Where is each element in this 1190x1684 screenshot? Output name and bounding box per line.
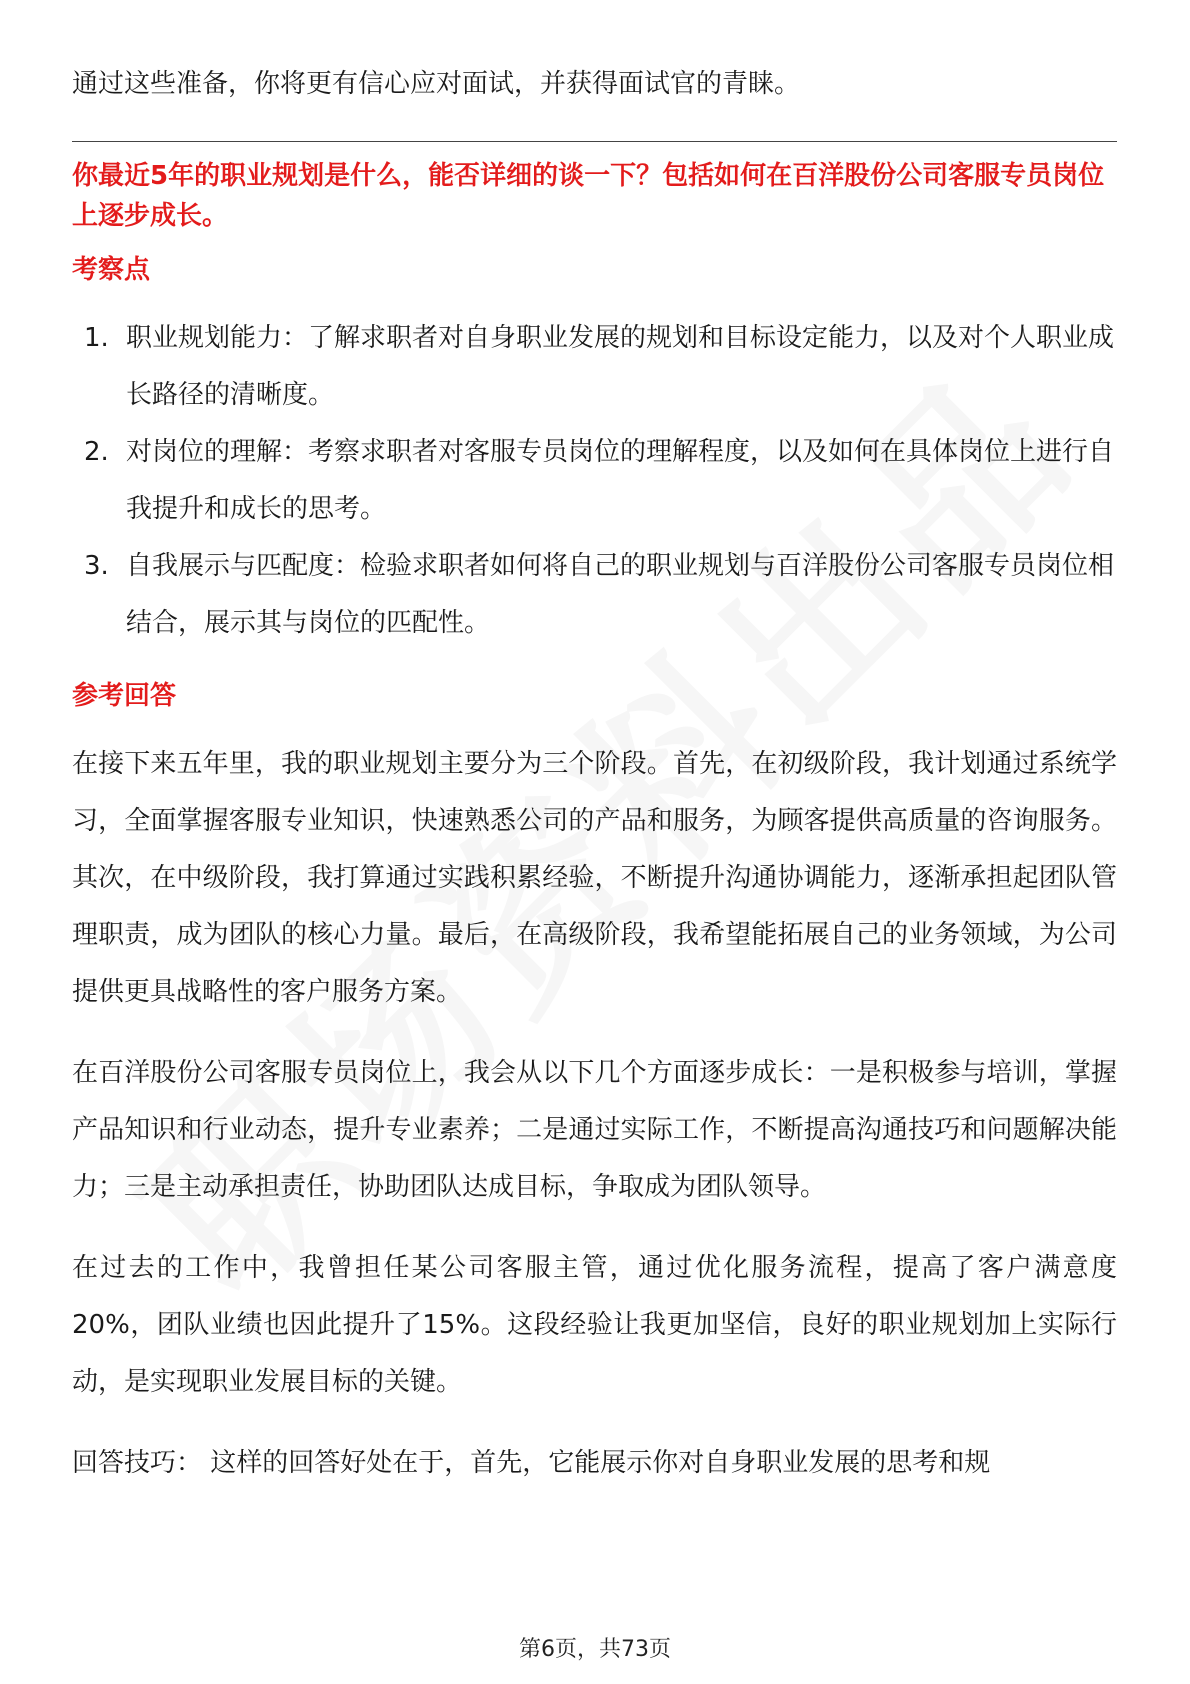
section-divider xyxy=(72,141,1117,142)
item-text: 对岗位的理解：考察求职者对客服专员岗位的理解程度，以及如何在具体岗位上进行自我提升和成长的思考。 xyxy=(126,437,1115,524)
answer-paragraph: 在接下来五年里，我的职业规划主要分为三个阶段。首先，在初级阶段，我计划通过系统学习，全面掌握客服专业知识，快速熟悉公司的产品和服务，为顾客提供高质量的咨询服务。其次，在中级阶段，我打算通过实践积累经验，不断提升沟通协调能力，逐渐承担起团队管理职责，成为团队的核心力量。最后，在高级阶段，我希望能拓展自己的业务领域，为公司提供更具战略性的客户服务方案。 xyxy=(72,749,1117,1007)
answer-paragraph: 在百洋股份公司客服专员岗位上，我会从以下几个方面逐步成长：一是积极参与培训，掌握产品知识和行业动态，提升专业素养；二是通过实际工作，不断提高沟通技巧和问题解决能力；三是主动承担责任，协助团队达成目标，争取成为团队领导。 xyxy=(72,1058,1117,1202)
assessment-list xyxy=(72,310,1117,652)
answer-paragraph: 在过去的工作中，我曾担任某公司客服主管，通过优化服务流程，提高了客户满意度20%，团队业绩也因此提升了15%。这段经验让我更加坚信，良好的职业规划加上实际行动，是实现职业发展目标的关键。 xyxy=(72,1253,1117,1397)
page-content xyxy=(72,56,1117,1516)
assessment-heading: 考察点 xyxy=(72,255,151,285)
page-number: 第6页，共73页 xyxy=(519,1637,671,1662)
question-heading: 你最近5年的职业规划是什么，能否详细的谈一下？包括如何在百洋股份公司客服专员岗位上逐步成长。 xyxy=(72,161,1105,231)
intro-text: 通过这些准备，你将更有信心应对面试，并获得面试官的青睐。 xyxy=(72,69,801,99)
assessment-item xyxy=(72,538,1117,652)
item-number: 3. xyxy=(84,551,109,581)
item-number: 2. xyxy=(84,437,109,467)
answer-heading: 参考回答 xyxy=(72,681,177,711)
item-text: 职业规划能力：了解求职者对自身职业发展的规划和目标设定能力，以及对个人职业成长路径的清晰度。 xyxy=(126,323,1115,410)
item-text: 自我展示与匹配度：检验求职者如何将自己的职业规划与百洋股份公司客服专员岗位相结合，展示其与岗位的匹配性。 xyxy=(126,551,1115,638)
assessment-item xyxy=(72,424,1117,538)
answer-tips-paragraph: 回答技巧： 这样的回答好处在于，首先，它能展示你对自身职业发展的思考和规 xyxy=(72,1448,991,1478)
assessment-item xyxy=(72,310,1117,424)
item-number: 1. xyxy=(84,323,109,353)
